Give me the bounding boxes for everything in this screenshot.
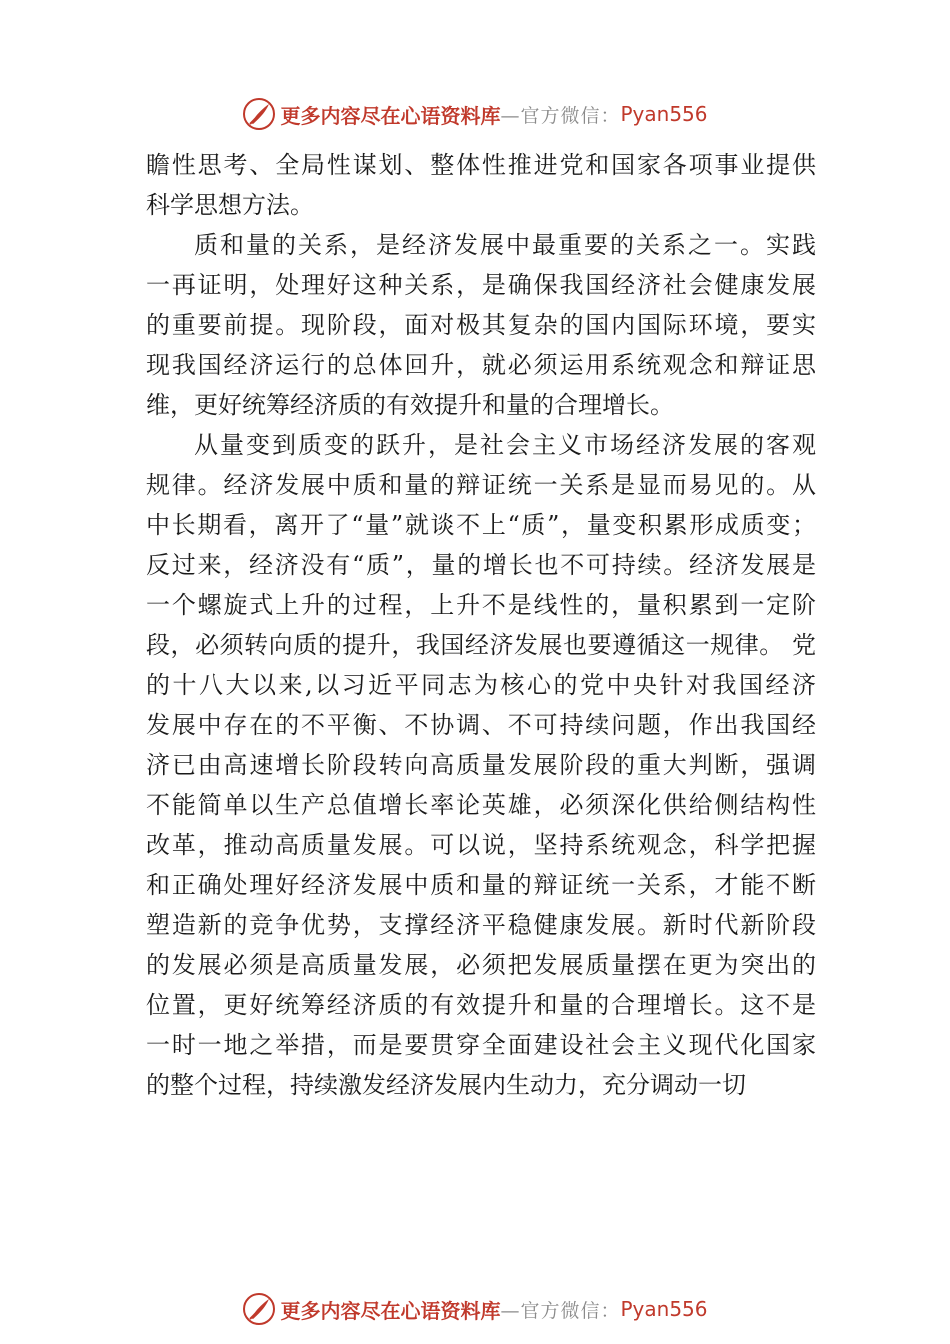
quill-logo-icon xyxy=(242,97,276,131)
body-line: 一时一地之举措，而是要贯穿全面建设社会主义现代化国家 xyxy=(146,1031,816,1059)
body-line: 一再证明，处理好这种关系，是确保我国经济社会健康发展 xyxy=(146,271,816,299)
body-line: 段，必须转向质的提升，我国经济发展也要遵循这一规律。 党 xyxy=(146,631,816,659)
body-line: 的重要前提。现阶段，面对极其复杂的国内国际环境，要实 xyxy=(146,311,816,339)
body-line: 塑造新的竞争优势，支撑经济平稳健康发展。新时代新阶段 xyxy=(146,911,816,939)
document-body xyxy=(146,145,816,1105)
header-watermark xyxy=(0,94,950,134)
body-line: 和正确处理好经济发展中质和量的辩证统一关系，才能不断 xyxy=(146,871,816,899)
footer-watermark xyxy=(0,1289,950,1329)
body-line: 改革，推动高质量发展。可以说，坚持系统观念，科学把握 xyxy=(146,831,816,859)
body-line: 不能简单以生产总值增长率论英雄，必须深化供给侧结构性 xyxy=(146,791,816,819)
header-brand-text: 更多内容尽在心语资料库 xyxy=(280,103,501,128)
body-line: 中长期看，离开了“量”就谈不上“质”，量变积累形成质变； xyxy=(146,511,816,539)
header-separator-text: —官方微信： xyxy=(500,104,621,127)
body-line: 从量变到质变的跃升，是社会主义市场经济发展的客观 xyxy=(194,431,816,459)
footer-wechat-handle: Pyan556 xyxy=(620,1297,708,1321)
body-line: 维，更好统筹经济质的有效提升和量的合理增长。 xyxy=(146,391,674,419)
body-line: 一个螺旋式上升的过程，上升不是线性的，量积累到一定阶 xyxy=(146,591,816,619)
footer-brand-text: 更多内容尽在心语资料库 xyxy=(280,1298,501,1323)
body-line: 瞻性思考、全局性谋划、整体性推进党和国家各项事业提供 xyxy=(146,151,816,179)
body-line: 发展中存在的不平衡、不协调、不可持续问题，作出我国经 xyxy=(146,711,816,739)
body-line: 济已由高速增长阶段转向高质量发展阶段的重大判断，强调 xyxy=(146,751,816,779)
body-line: 反过来，经济没有“质”，量的增长也不可持续。经济发展是 xyxy=(146,551,816,579)
header-wechat-handle: Pyan556 xyxy=(620,102,708,126)
body-line: 位置，更好统筹经济质的有效提升和量的合理增长。这不是 xyxy=(146,991,816,1019)
body-line: 规律。经济发展中质和量的辩证统一关系是显而易见的。从 xyxy=(146,471,816,499)
body-line: 质和量的关系，是经济发展中最重要的关系之一。实践 xyxy=(194,231,816,259)
body-line: 现我国经济运行的总体回升，就必须运用系统观念和辩证思 xyxy=(146,351,816,379)
body-line: 的十八大以来,以习近平同志为核心的党中央针对我国经济 xyxy=(146,671,816,699)
quill-logo-icon xyxy=(242,1292,276,1326)
body-line: 科学思想方法。 xyxy=(146,191,314,219)
body-line: 的整个过程，持续激发经济发展内生动力，充分调动一切 xyxy=(146,1071,746,1099)
footer-separator-text: —官方微信： xyxy=(500,1299,621,1322)
body-line: 的发展必须是高质量发展，必须把发展质量摆在更为突出的 xyxy=(146,951,816,979)
